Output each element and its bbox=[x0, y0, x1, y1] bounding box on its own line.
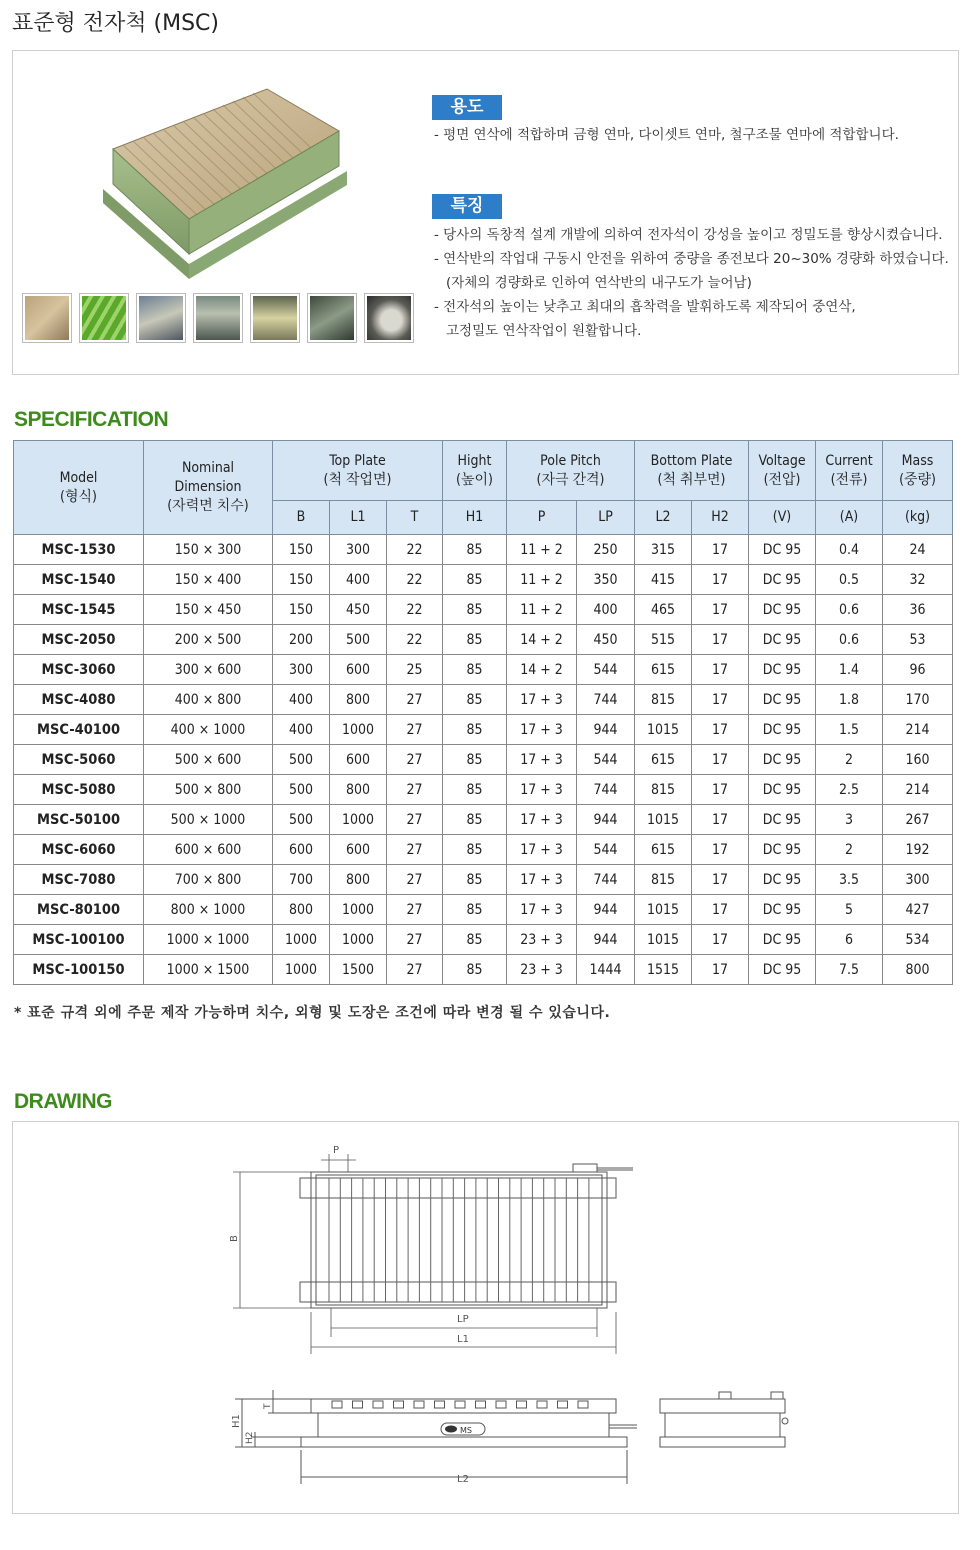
table-cell: 6 bbox=[816, 925, 883, 955]
table-cell: 11 + 2 bbox=[507, 535, 577, 565]
table-cell: 214 bbox=[883, 775, 953, 805]
table-cell: 17 bbox=[692, 655, 749, 685]
table-cell: DC 95 bbox=[749, 895, 816, 925]
table-row bbox=[14, 565, 953, 595]
table-row bbox=[14, 805, 953, 835]
table-cell: 17 bbox=[692, 745, 749, 775]
table-cell: 500 × 800 bbox=[144, 775, 273, 805]
table-cell: 25 bbox=[387, 655, 443, 685]
table-cell: 1000 bbox=[273, 925, 330, 955]
table-cell: 944 bbox=[577, 805, 635, 835]
table-cell: 7.5 bbox=[816, 955, 883, 985]
table-cell: 800 bbox=[883, 955, 953, 985]
table-cell: 85 bbox=[443, 565, 507, 595]
thumbnail-2[interactable] bbox=[79, 293, 129, 343]
table-cell: 500 bbox=[273, 775, 330, 805]
subheader-cell: LP bbox=[577, 501, 635, 535]
pole-slot bbox=[414, 1401, 424, 1408]
thumbnail-6[interactable] bbox=[307, 293, 357, 343]
table-cell: 450 bbox=[577, 625, 635, 655]
table-cell: 600 bbox=[330, 655, 387, 685]
table-cell: 17 bbox=[692, 625, 749, 655]
model-cell: MSC-1545 bbox=[14, 595, 144, 625]
table-row bbox=[14, 595, 953, 625]
table-cell: 544 bbox=[577, 835, 635, 865]
table-cell: 815 bbox=[635, 775, 692, 805]
table-cell: 300 × 600 bbox=[144, 655, 273, 685]
table-cell: 85 bbox=[443, 655, 507, 685]
features-description bbox=[434, 223, 949, 343]
table-cell: 2 bbox=[816, 745, 883, 775]
table-cell: DC 95 bbox=[749, 865, 816, 895]
pole-slot bbox=[537, 1401, 547, 1408]
table-cell: 2.5 bbox=[816, 775, 883, 805]
table-cell: 27 bbox=[387, 775, 443, 805]
table-cell: 27 bbox=[387, 745, 443, 775]
table-cell: 23 + 3 bbox=[507, 925, 577, 955]
model-cell: MSC-6060 bbox=[14, 835, 144, 865]
usage-badge: 용도 bbox=[432, 95, 502, 120]
table-cell: 1444 bbox=[577, 955, 635, 985]
pole-slot bbox=[558, 1401, 568, 1408]
table-cell: 17 + 3 bbox=[507, 805, 577, 835]
table-cell: 150 bbox=[273, 535, 330, 565]
model-cell: MSC-7080 bbox=[14, 865, 144, 895]
table-cell: 400 bbox=[273, 685, 330, 715]
table-cell: 544 bbox=[577, 655, 635, 685]
table-cell: 24 bbox=[883, 535, 953, 565]
table-cell: 17 bbox=[692, 835, 749, 865]
table-cell: 615 bbox=[635, 655, 692, 685]
table-cell: 600 bbox=[330, 745, 387, 775]
pole-slot bbox=[578, 1401, 588, 1408]
table-cell: 300 bbox=[273, 655, 330, 685]
table-cell: 800 bbox=[330, 865, 387, 895]
table-cell: 0.6 bbox=[816, 595, 883, 625]
dim-l2-label: L2 bbox=[457, 1474, 469, 1485]
table-cell: 85 bbox=[443, 895, 507, 925]
table-cell: 22 bbox=[387, 625, 443, 655]
drawing-panel bbox=[12, 1121, 959, 1514]
table-cell: DC 95 bbox=[749, 535, 816, 565]
table-cell: 1015 bbox=[635, 805, 692, 835]
table-cell: 427 bbox=[883, 895, 953, 925]
pole-slot bbox=[476, 1401, 486, 1408]
table-cell: 160 bbox=[883, 745, 953, 775]
table-cell: 350 bbox=[577, 565, 635, 595]
table-cell: 400 × 800 bbox=[144, 685, 273, 715]
header-bottom-plate: Bottom Plate (척 취부면) bbox=[635, 441, 749, 501]
table-cell: 400 bbox=[330, 565, 387, 595]
table-cell: 544 bbox=[577, 745, 635, 775]
model-cell: MSC-100150 bbox=[14, 955, 144, 985]
specification-title: SPECIFICATION bbox=[14, 408, 169, 431]
table-cell: 27 bbox=[387, 715, 443, 745]
top-view-bottom-rail bbox=[300, 1282, 616, 1302]
table-cell: 85 bbox=[443, 715, 507, 745]
table-cell: 23 + 3 bbox=[507, 955, 577, 985]
table-cell: DC 95 bbox=[749, 805, 816, 835]
table-cell: 800 bbox=[330, 775, 387, 805]
subheader-cell: B bbox=[273, 501, 330, 535]
subheader-cell: P bbox=[507, 501, 577, 535]
table-cell: 744 bbox=[577, 685, 635, 715]
table-cell: 5 bbox=[816, 895, 883, 925]
top-view-top-rail bbox=[300, 1178, 616, 1198]
table-cell: 27 bbox=[387, 865, 443, 895]
drawing-title: DRAWING bbox=[14, 1090, 112, 1113]
table-cell: 250 bbox=[577, 535, 635, 565]
model-cell: MSC-2050 bbox=[14, 625, 144, 655]
dim-l1-label: L1 bbox=[457, 1334, 469, 1345]
feature-line: 고정밀도 연삭작업이 원활합니다. bbox=[446, 323, 642, 339]
spec-note: * 표준 규격 외에 주문 제작 가능하며 치수, 외형 및 도장은 조건에 따라 변경 될 수 있습니다. bbox=[14, 1005, 611, 1021]
feature-line: - 당사의 독창적 설계 개발에 의하여 전자석이 강성을 높이고 정밀도를 향상시켰습니다. bbox=[434, 227, 943, 243]
table-cell: 96 bbox=[883, 655, 953, 685]
table-cell: 17 bbox=[692, 535, 749, 565]
model-cell: MSC-5080 bbox=[14, 775, 144, 805]
table-cell: 17 bbox=[692, 865, 749, 895]
dim-p-label: P bbox=[333, 1145, 340, 1156]
table-cell: 17 + 3 bbox=[507, 685, 577, 715]
table-row bbox=[14, 895, 953, 925]
technical-drawing bbox=[13, 1122, 960, 1515]
table-cell: 36 bbox=[883, 595, 953, 625]
table-cell: 14 + 2 bbox=[507, 655, 577, 685]
table-row bbox=[14, 535, 953, 565]
table-cell: 22 bbox=[387, 535, 443, 565]
table-row bbox=[14, 655, 953, 685]
dim-b-label: B bbox=[229, 1235, 240, 1242]
subheader-cell: (V) bbox=[749, 501, 816, 535]
thumbnail-4[interactable] bbox=[193, 293, 243, 343]
table-cell: 744 bbox=[577, 775, 635, 805]
table-cell: 17 bbox=[692, 565, 749, 595]
usage-description bbox=[434, 123, 899, 147]
table-cell: 27 bbox=[387, 895, 443, 925]
usage-line: - 평면 연삭에 적합하며 금형 연마, 다이셋트 연마, 철구조물 연마에 적합합니다. bbox=[434, 127, 899, 143]
table-cell: 815 bbox=[635, 865, 692, 895]
features-badge: 특징 bbox=[432, 194, 502, 219]
table-cell: 17 + 3 bbox=[507, 865, 577, 895]
table-cell: 17 + 3 bbox=[507, 775, 577, 805]
product-overview bbox=[12, 50, 959, 375]
table-cell: 1000 bbox=[330, 925, 387, 955]
table-row bbox=[14, 685, 953, 715]
feature-line: - 연삭반의 작업대 구동시 안전을 위하여 중량을 종전보다 20~30% 경량화 하였습니다. bbox=[434, 251, 949, 267]
table-cell: 700 × 800 bbox=[144, 865, 273, 895]
page-title: 표준형 전자척 (MSC) bbox=[12, 11, 219, 36]
table-cell: 0.4 bbox=[816, 535, 883, 565]
table-cell: 32 bbox=[883, 565, 953, 595]
table-cell: 200 × 500 bbox=[144, 625, 273, 655]
table-cell: 1000 × 1000 bbox=[144, 925, 273, 955]
table-cell: 415 bbox=[635, 565, 692, 595]
table-cell: 1.8 bbox=[816, 685, 883, 715]
table-row bbox=[14, 955, 953, 985]
table-cell: 615 bbox=[635, 745, 692, 775]
table-cell: 600 × 600 bbox=[144, 835, 273, 865]
table-cell: 800 bbox=[273, 895, 330, 925]
pole-slot bbox=[353, 1401, 363, 1408]
table-cell: 500 bbox=[273, 805, 330, 835]
pole-slot bbox=[435, 1401, 445, 1408]
table-cell: 1000 bbox=[330, 805, 387, 835]
table-cell: 2 bbox=[816, 835, 883, 865]
table-cell: 17 bbox=[692, 925, 749, 955]
table-cell: 214 bbox=[883, 715, 953, 745]
table-row bbox=[14, 925, 953, 955]
table-cell: 150 × 300 bbox=[144, 535, 273, 565]
dim-t-label: T bbox=[263, 1403, 273, 1409]
table-cell: DC 95 bbox=[749, 835, 816, 865]
model-cell: MSC-3060 bbox=[14, 655, 144, 685]
table-cell: 85 bbox=[443, 685, 507, 715]
table-cell: 150 × 450 bbox=[144, 595, 273, 625]
table-cell: 85 bbox=[443, 955, 507, 985]
table-row bbox=[14, 865, 953, 895]
table-row bbox=[14, 745, 953, 775]
table-cell: 500 bbox=[273, 745, 330, 775]
table-cell: 267 bbox=[883, 805, 953, 835]
table-cell: 800 × 1000 bbox=[144, 895, 273, 925]
thumbnail-5[interactable] bbox=[250, 293, 300, 343]
header-nominal: Nominal Dimension (자력면 치수) bbox=[144, 441, 273, 535]
table-row bbox=[14, 775, 953, 805]
table-cell: 11 + 2 bbox=[507, 565, 577, 595]
header-hight: Hight (높이) bbox=[443, 441, 507, 501]
table-cell: 1.5 bbox=[816, 715, 883, 745]
table-cell: 1500 bbox=[330, 955, 387, 985]
table-cell: 27 bbox=[387, 925, 443, 955]
table-cell: 11 + 2 bbox=[507, 595, 577, 625]
table-cell: 27 bbox=[387, 685, 443, 715]
header-pole-pitch: Pole Pitch (자극 간격) bbox=[507, 441, 635, 501]
table-cell: 500 bbox=[330, 625, 387, 655]
subheader-cell: L1 bbox=[330, 501, 387, 535]
table-cell: 85 bbox=[443, 865, 507, 895]
table-cell: 700 bbox=[273, 865, 330, 895]
table-cell: 17 bbox=[692, 805, 749, 835]
model-cell: MSC-100100 bbox=[14, 925, 144, 955]
table-cell: 944 bbox=[577, 715, 635, 745]
table-cell: 17 + 3 bbox=[507, 835, 577, 865]
table-cell: 200 bbox=[273, 625, 330, 655]
model-cell: MSC-5060 bbox=[14, 745, 144, 775]
table-cell: DC 95 bbox=[749, 685, 816, 715]
pole-slot bbox=[394, 1401, 404, 1408]
table-cell: 315 bbox=[635, 535, 692, 565]
header-mass: Mass (중량) bbox=[883, 441, 953, 501]
table-cell: 150 × 400 bbox=[144, 565, 273, 595]
table-cell: 85 bbox=[443, 775, 507, 805]
table-cell: 0.6 bbox=[816, 625, 883, 655]
table-cell: DC 95 bbox=[749, 745, 816, 775]
table-cell: DC 95 bbox=[749, 565, 816, 595]
feature-line: (자체의 경량화로 인하여 연삭반의 내구도가 늘어남) bbox=[446, 275, 752, 291]
table-cell: 3.5 bbox=[816, 865, 883, 895]
subheader-cell: H2 bbox=[692, 501, 749, 535]
table-cell: 1015 bbox=[635, 925, 692, 955]
table-cell: 400 × 1000 bbox=[144, 715, 273, 745]
model-cell: MSC-1530 bbox=[14, 535, 144, 565]
dim-h2-label: H2 bbox=[245, 1431, 255, 1444]
pole-slot bbox=[517, 1401, 527, 1408]
table-cell: 300 bbox=[883, 865, 953, 895]
pole-slot bbox=[455, 1401, 465, 1408]
table-cell: DC 95 bbox=[749, 655, 816, 685]
table-cell: 1515 bbox=[635, 955, 692, 985]
thumbnail-3[interactable] bbox=[136, 293, 186, 343]
subheader-cell: (A) bbox=[816, 501, 883, 535]
table-cell: 17 + 3 bbox=[507, 745, 577, 775]
side-view bbox=[660, 1392, 788, 1447]
table-cell: 85 bbox=[443, 835, 507, 865]
table-cell: 85 bbox=[443, 595, 507, 625]
table-cell: 1000 bbox=[330, 895, 387, 925]
table-cell: DC 95 bbox=[749, 595, 816, 625]
table-cell: 0.5 bbox=[816, 565, 883, 595]
table-cell: 515 bbox=[635, 625, 692, 655]
table-cell: 3 bbox=[816, 805, 883, 835]
table-cell: 85 bbox=[443, 625, 507, 655]
model-cell: MSC-4080 bbox=[14, 685, 144, 715]
model-cell: MSC-80100 bbox=[14, 895, 144, 925]
table-cell: 17 bbox=[692, 595, 749, 625]
table-cell: 600 bbox=[273, 835, 330, 865]
table-cell: 1000 bbox=[273, 955, 330, 985]
product-image[interactable] bbox=[99, 79, 349, 279]
table-cell: 815 bbox=[635, 685, 692, 715]
table-cell: 17 + 3 bbox=[507, 715, 577, 745]
table-cell: 465 bbox=[635, 595, 692, 625]
table-cell: 1000 bbox=[330, 715, 387, 745]
subheader-cell: T bbox=[387, 501, 443, 535]
subheader-cell: L2 bbox=[635, 501, 692, 535]
feature-line: - 전자석의 높이는 낮추고 최대의 흡착력을 발휘하도록 제작되어 중연삭, bbox=[434, 299, 856, 315]
table-row bbox=[14, 625, 953, 655]
table-cell: 400 bbox=[273, 715, 330, 745]
table-cell: 17 bbox=[692, 895, 749, 925]
table-cell: 1.4 bbox=[816, 655, 883, 685]
header-current: Current (전류) bbox=[816, 441, 883, 501]
table-cell: 85 bbox=[443, 535, 507, 565]
pole-slot bbox=[332, 1401, 342, 1408]
table-cell: 1000 × 1500 bbox=[144, 955, 273, 985]
dim-h1-label: H1 bbox=[231, 1414, 242, 1428]
table-cell: 450 bbox=[330, 595, 387, 625]
table-row bbox=[14, 835, 953, 865]
table-cell: 615 bbox=[635, 835, 692, 865]
table-cell: 500 × 600 bbox=[144, 745, 273, 775]
table-cell: 85 bbox=[443, 805, 507, 835]
front-view-base bbox=[301, 1437, 627, 1447]
table-cell: 192 bbox=[883, 835, 953, 865]
table-cell: DC 95 bbox=[749, 925, 816, 955]
table-row bbox=[14, 715, 953, 745]
table-cell: 1015 bbox=[635, 715, 692, 745]
table-cell: 17 bbox=[692, 685, 749, 715]
table-cell: 27 bbox=[387, 805, 443, 835]
table-cell: 150 bbox=[273, 565, 330, 595]
table-cell: 170 bbox=[883, 685, 953, 715]
specification-table bbox=[13, 440, 953, 985]
table-cell: 400 bbox=[577, 595, 635, 625]
table-cell: 53 bbox=[883, 625, 953, 655]
subheader-cell: H1 bbox=[443, 501, 507, 535]
top-view-body bbox=[311, 1172, 607, 1308]
header-top-plate: Top Plate (척 작업면) bbox=[273, 441, 443, 501]
table-cell: 17 + 3 bbox=[507, 895, 577, 925]
table-cell: 85 bbox=[443, 745, 507, 775]
subheader-cell: (kg) bbox=[883, 501, 953, 535]
table-cell: 800 bbox=[330, 685, 387, 715]
table-cell: 27 bbox=[387, 955, 443, 985]
model-cell: MSC-40100 bbox=[14, 715, 144, 745]
table-cell: DC 95 bbox=[749, 775, 816, 805]
table-cell: 150 bbox=[273, 595, 330, 625]
header-voltage: Voltage (전압) bbox=[749, 441, 816, 501]
model-cell: MSC-1540 bbox=[14, 565, 144, 595]
table-cell: 27 bbox=[387, 835, 443, 865]
table-cell: 1015 bbox=[635, 895, 692, 925]
table-cell: 22 bbox=[387, 595, 443, 625]
table-cell: 500 × 1000 bbox=[144, 805, 273, 835]
thumbnail-7[interactable] bbox=[364, 293, 414, 343]
table-cell: 744 bbox=[577, 865, 635, 895]
table-cell: 17 bbox=[692, 715, 749, 745]
table-cell: 534 bbox=[883, 925, 953, 955]
table-cell: 14 + 2 bbox=[507, 625, 577, 655]
table-cell: 22 bbox=[387, 565, 443, 595]
table-cell: 944 bbox=[577, 925, 635, 955]
table-cell: 85 bbox=[443, 925, 507, 955]
dim-lp-label: LP bbox=[457, 1314, 469, 1325]
pole-slot bbox=[496, 1401, 506, 1408]
table-cell: 944 bbox=[577, 895, 635, 925]
header-model: Model (형식) bbox=[14, 441, 144, 535]
table-cell: DC 95 bbox=[749, 715, 816, 745]
model-cell: MSC-50100 bbox=[14, 805, 144, 835]
thumbnail-1[interactable] bbox=[22, 293, 72, 343]
table-cell: 17 bbox=[692, 955, 749, 985]
table-cell: DC 95 bbox=[749, 955, 816, 985]
table-cell: 600 bbox=[330, 835, 387, 865]
thumbnail-strip bbox=[22, 293, 414, 343]
table-cell: 17 bbox=[692, 775, 749, 805]
pole-slot bbox=[373, 1401, 383, 1408]
table-cell: 300 bbox=[330, 535, 387, 565]
logo-label: MS bbox=[460, 1426, 472, 1435]
table-cell: DC 95 bbox=[749, 625, 816, 655]
